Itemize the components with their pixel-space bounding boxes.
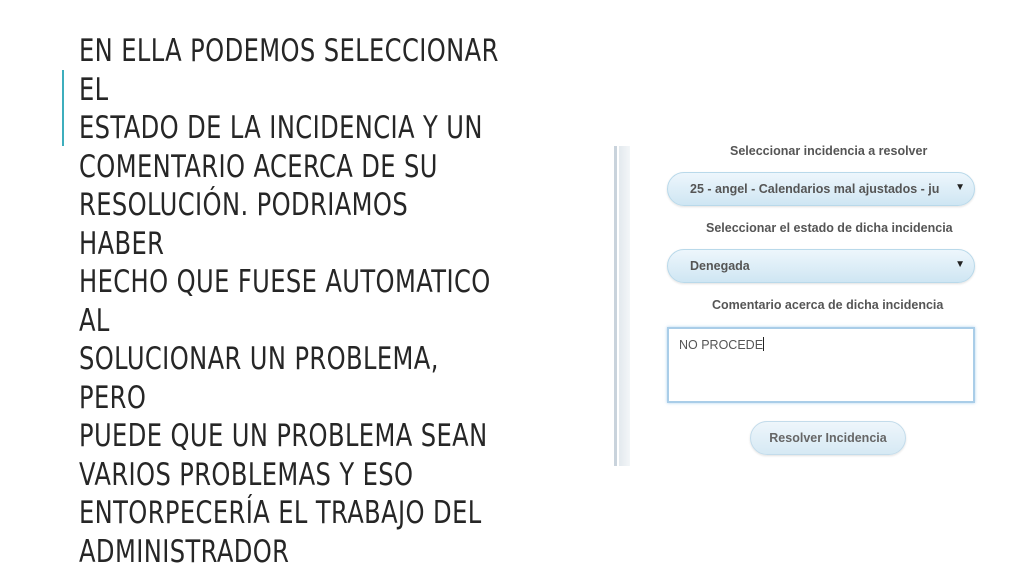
incidencia-label: Seleccionar incidencia a resolver	[730, 144, 928, 158]
estado-select-value: Denegada	[690, 259, 750, 273]
chevron-down-icon: ▼	[955, 259, 965, 270]
estado-select[interactable]	[667, 249, 975, 283]
slide-title: EN ELLA PODEMOS SELECCIONAR EL ESTADO DE LA INCIDENCIA Y UN COMENTARIO ACERCA DE SU RESOLUCIÓN. PODRIAMOS HABER HECHO QUE FUESE AUTOMATICO AL SOLUCIONAR UN PROBLEMA, PERO PUEDE QUE UN PROBLEMA SEAN VARIOS PROBLEMAS Y ESO ENTORPECERÍA EL TRABAJO DEL ADMINISTRADOR	[79, 33, 499, 570]
chevron-down-icon: ▼	[955, 182, 965, 193]
comentario-label: Comentario acerca de dicha incidencia	[712, 298, 944, 312]
resolver-incidencia-button[interactable]: Resolver Incidencia	[750, 421, 906, 455]
incidencia-select[interactable]	[667, 172, 975, 206]
comentario-text: NO PROCEDE	[679, 338, 764, 352]
comentario-textarea[interactable]	[667, 327, 975, 403]
panel-left-border	[614, 146, 630, 466]
accent-line	[62, 70, 64, 146]
form-screenshot	[614, 146, 994, 466]
incidencia-select-value: 25 - angel - Calendarios mal ajustados - ju	[690, 182, 940, 196]
estado-label: Seleccionar el estado de dicha incidencia	[706, 221, 953, 235]
text-caret	[763, 337, 764, 351]
